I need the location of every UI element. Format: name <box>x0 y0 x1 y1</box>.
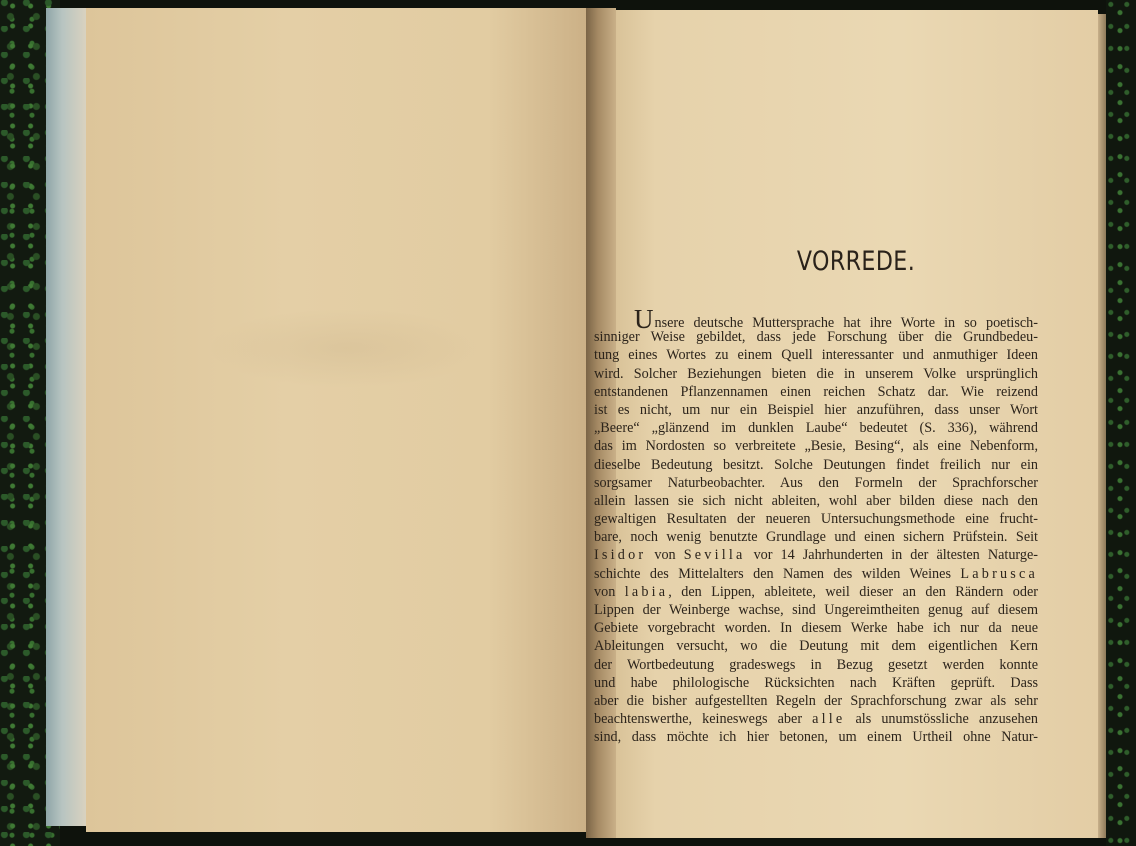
spaced-name: Isidor <box>594 547 647 564</box>
text-line: das im Nordosten so verbreitete „Besie, Besing“, als eine Nebenform, <box>594 438 1038 455</box>
text-fragment: vor 14 Jahrhunderten in der ältesten Naturge- <box>745 547 1038 564</box>
preface-body <box>594 304 1039 747</box>
page-edge <box>1098 14 1106 838</box>
text-line: sind, dass möchte ich hier betonen, um einem Urtheil ohne Natur- <box>594 729 1038 746</box>
spaced-word: Labrusca <box>960 565 1038 582</box>
text-line: sinniger Weise gebildet, dass jede Forschung über die Grundbedeu- <box>594 329 1038 346</box>
text-line <box>594 710 1038 728</box>
text-line: ist es nicht, um nur ein Beispiel hier anzuführen, dass unser Wort <box>594 401 1038 418</box>
text-fragment: schichte des Mittelalters den Namen des wilden Weines <box>594 565 961 582</box>
text-line: Lippen der Weinberge wachse, sind Ungereimtheiten genug auf diesem <box>594 602 1038 618</box>
text-line: „Beere“ „glänzend im dunklen Laube“ bedeutet (S. 336), während <box>594 420 1038 437</box>
text-line: aber die bisher aufgestellten Regeln der Sprachforschung zwar als sehr <box>594 692 1038 709</box>
text-line: allein lassen sie sich nicht ableiten, wohl aber bilden diese nach den <box>594 492 1038 509</box>
text-line <box>594 583 1038 601</box>
endpaper <box>46 8 87 826</box>
text-fragment: von <box>646 547 684 564</box>
marbled-cover-right <box>1106 0 1136 846</box>
spaced-place: Sevilla <box>683 547 746 564</box>
text-line: entstandenen Pflanzennamen einen reichen Schatz dar. Wie reizend <box>594 383 1038 400</box>
text-fragment: von <box>594 583 625 600</box>
left-page-blank <box>86 8 588 832</box>
text-line: dieselbe Bedeutung besitzt. Solche Deutungen findet freilich nur ein <box>594 456 1038 473</box>
text-block-b <box>594 601 1038 710</box>
text-line <box>594 565 1038 583</box>
text-line: der Wortbedeutung gradeswegs in Bezug gesetzt werden konnte <box>594 656 1038 673</box>
spaced-word: labia <box>624 583 669 600</box>
text-line <box>594 546 1038 564</box>
show-through-ghost <box>206 308 486 388</box>
text-line: gewaltigen Resultaten der neueren Untersuchungsmethode eine frucht- <box>594 511 1038 528</box>
text-line <box>594 304 1038 334</box>
text-fragment: , den Lippen, ableitete, weil dieser an den Rändern oder <box>668 583 1039 600</box>
text-line: und habe philologische Rücksichten nach Kräften geprüft. Dass <box>594 674 1038 691</box>
text-line: sorgsamer Naturbeobachter. Aus den Formeln der Sprachforscher <box>594 474 1038 491</box>
drop-cap: U <box>634 304 654 334</box>
text-line: Ableitungen versucht, wo die Deutung mit dem eigentlichen Kern <box>594 638 1038 655</box>
text-fragment: als unumstössliche anzusehen <box>845 711 1038 728</box>
text-line: wird. Solcher Beziehungen bieten die in unserem Volke ursprünglich <box>594 365 1038 382</box>
text-block-a <box>594 328 1038 546</box>
spaced-word: alle <box>812 711 846 728</box>
text-line: tung eines Wortes zu einem Quell interessanter und anmuthiger Ideen <box>594 347 1038 364</box>
text-line: bare, noch wenig benutzte Grundlage und einen sichern Prüfstein. Seit <box>594 529 1038 546</box>
text-fragment: beachtenswerthe, keineswegs aber <box>594 711 813 728</box>
text-line: Gebiete vorgebracht worden. In diesem Werke habe ich nur da neue <box>594 620 1038 637</box>
page-heading: VORREDE. <box>796 246 916 277</box>
text-fragment: nsere deutsche Muttersprache hat ihre Worte in so poetisch- <box>654 315 1038 331</box>
